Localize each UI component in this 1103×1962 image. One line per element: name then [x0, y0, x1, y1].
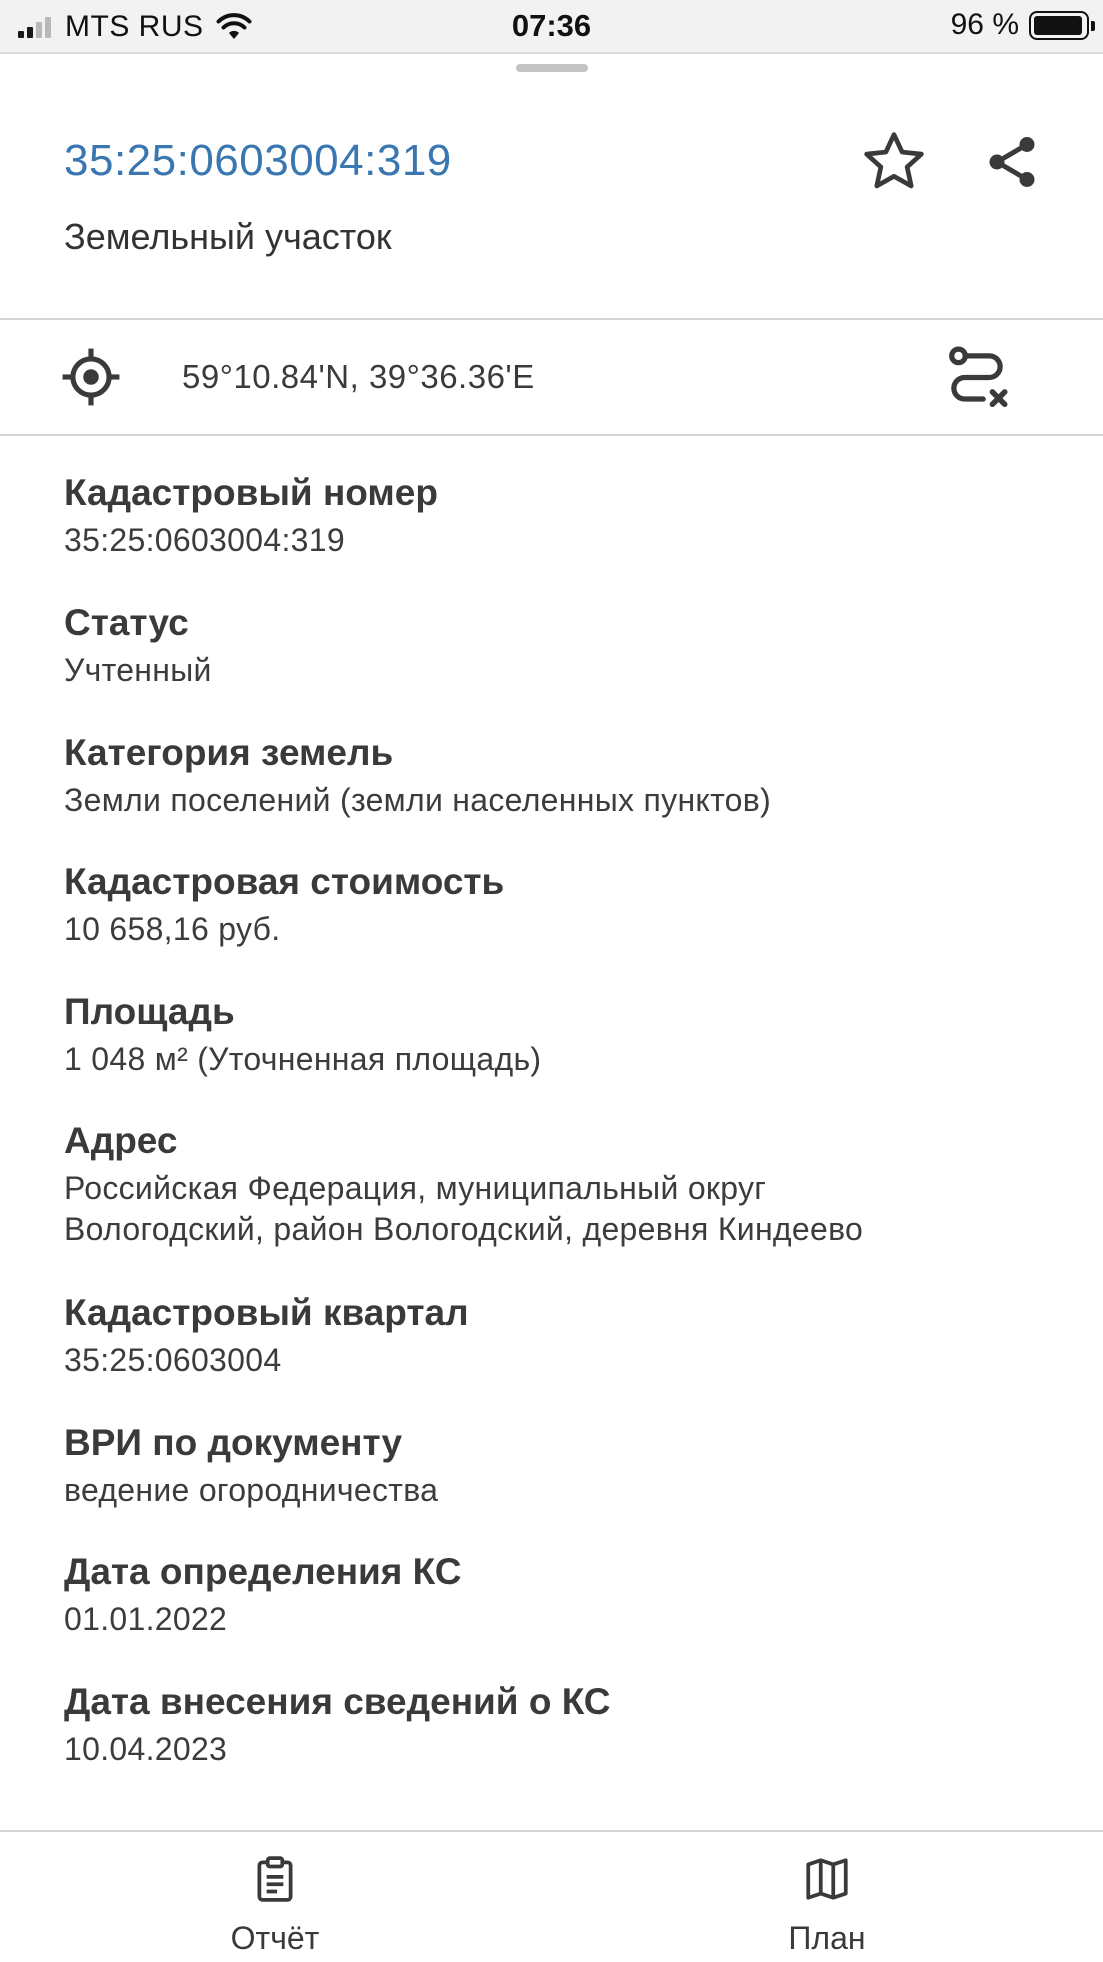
crosshair-target-icon: [60, 346, 122, 408]
info-item-permitted-use: [64, 1420, 1044, 1511]
object-type-subtitle: Земельный участок: [64, 216, 392, 257]
status-right: [951, 8, 1089, 42]
info-item-cadastral-quarter: [64, 1290, 1044, 1381]
info-item-entry-date: [64, 1679, 1044, 1770]
info-value: 35:25:0603004: [64, 1342, 282, 1378]
battery-percent: 96 %: [950, 8, 1019, 41]
info-label: Кадастровая стоимость: [64, 861, 505, 902]
info-label: Адрес: [64, 1120, 178, 1161]
info-value-line: Российская Федерация, муниципальный округ: [64, 1170, 767, 1206]
info-item-land-category: [64, 730, 1044, 821]
star-icon: [859, 127, 929, 197]
info-label: Площадь: [64, 991, 235, 1032]
info-label: Категория земель: [64, 732, 394, 773]
info-value: ведение огородничества: [64, 1472, 439, 1508]
info-item-valuation-date: [64, 1549, 1044, 1640]
status-time: 07:36: [511, 8, 592, 43]
info-label: Кадастровый номер: [64, 472, 438, 513]
info-label: Дата определения КС: [64, 1551, 462, 1592]
info-value: 10.04.2023: [64, 1731, 228, 1767]
route-clear-icon: [940, 342, 1014, 416]
info-item-area: [64, 989, 1044, 1080]
tab-report[interactable]: [145, 1832, 405, 1962]
bottom-tab-bar: [0, 1830, 1103, 1960]
info-label: Статус: [64, 602, 189, 643]
info-value: Земли поселений (земли населенных пунктов): [64, 782, 772, 818]
status-bar: [0, 0, 1103, 54]
coordinates-text[interactable]: 59°10.84'N, 39°36.36'E: [182, 358, 535, 395]
info-label: Кадастровый квартал: [64, 1292, 469, 1333]
info-value: 01.01.2022: [64, 1601, 228, 1637]
info-item-status: [64, 600, 1044, 691]
coordinates-row: [0, 320, 1103, 435]
tab-label: Отчёт: [230, 1920, 320, 1956]
carrier-name: MTS RUS: [65, 10, 204, 43]
favorite-button[interactable]: [856, 124, 932, 200]
info-value-line: Вологодский, район Вологодский, деревня Киндеево: [64, 1211, 864, 1247]
route-button[interactable]: [940, 342, 1014, 416]
info-label: ВРИ по документу: [64, 1422, 403, 1463]
info-item-cadastral-value: [64, 859, 1044, 950]
info-item-cadastral-number: [64, 470, 1044, 561]
info-value: Учтенный: [64, 652, 212, 688]
share-button[interactable]: [974, 124, 1050, 200]
battery-icon: [1029, 11, 1089, 40]
map-icon: [802, 1854, 852, 1904]
info-value: 10 658,16 руб.: [64, 911, 281, 947]
info-value: 35:25:0603004:319: [64, 522, 345, 558]
share-icon: [982, 132, 1042, 192]
sheet-grabber-handle[interactable]: [516, 64, 588, 72]
cadastral-number-title: 35:25:0603004:319: [64, 136, 452, 185]
battery-level-fill: [1034, 16, 1082, 35]
locate-button[interactable]: [60, 346, 122, 408]
info-label: Дата внесения сведений о КС: [64, 1681, 611, 1722]
info-value: 1 048 м² (Уточненная площадь): [64, 1041, 542, 1077]
info-item-address: [64, 1118, 1044, 1250]
tab-plan[interactable]: [697, 1832, 957, 1962]
clipboard-icon: [250, 1854, 300, 1904]
tab-label: План: [788, 1920, 866, 1956]
divider: [0, 434, 1103, 436]
